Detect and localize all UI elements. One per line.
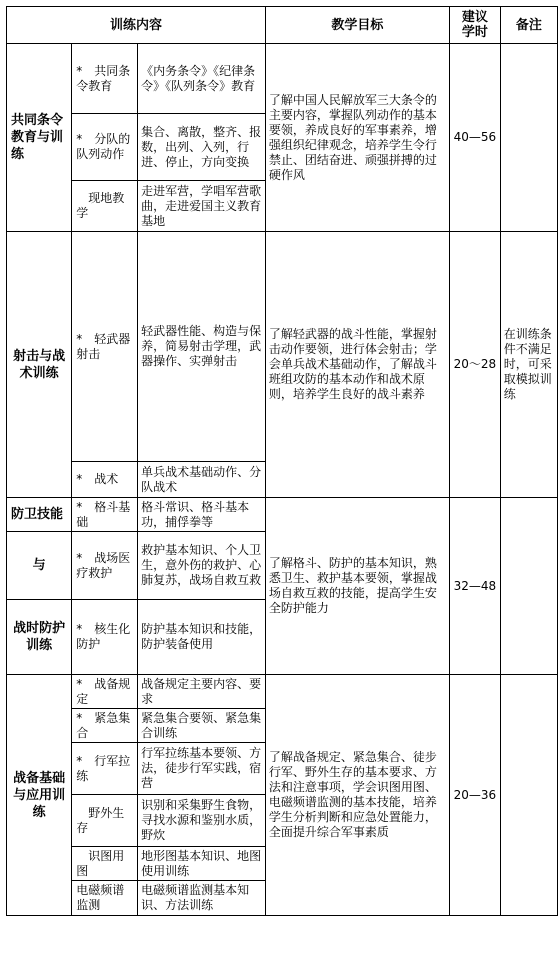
table-row [7,44,558,114]
content-cell: 集合、离散，整齐、报数，出列、入列，行进、停止，方向变换 [138,114,266,181]
subject-cell: * 格斗基础 [72,498,138,532]
subject-cell: * 共同条令教育 [72,44,138,114]
subject-cell: * 战场医疗救护 [72,532,138,600]
subject-cell: * 分队的队列动作 [72,114,138,181]
note-cell: 在训练条件不满足时，可采取模拟训练 [500,232,557,498]
subject-cell: 电磁频谱监测 [72,881,138,916]
content-cell: 单兵战术基础动作、分队战术 [138,462,266,498]
hours-cell: 20—36 [449,675,500,916]
content-cell: 轻武器性能、构造与保养，简易射击学理，武器操作、实弹射击 [138,232,266,462]
content-cell: 识别和采集野生食物，寻找水源和鉴别水质，野炊 [138,795,266,847]
content-cell: 地形图基本知识、地图使用训练 [138,847,266,881]
hours-cell: 20～28 [449,232,500,498]
subject-cell: * 紧急集合 [72,709,138,743]
section-title-readiness: 战备基础 与应用训 练 [7,675,72,916]
content-cell: 防护基本知识和技能，防护装备使用 [138,600,266,675]
content-cell: 紧急集合要领、紧急集合训练 [138,709,266,743]
table-row [7,498,558,532]
header-teaching-goal: 教学目标 [265,7,449,44]
table-row [7,675,558,709]
subject-cell: 野外生存 [72,795,138,847]
header-row [7,7,558,44]
goal-cell: 了解轻武器的战斗性能，掌握射击动作要领，进行体会射击；学会单兵战术基础动作，了解战斗班组攻防的基本动作和战术原则，培养学生良好的战斗素养 [265,232,449,498]
section-title-drill: 共同条令 教育与训 练 [7,44,72,232]
section-title-shooting: 射击与战 术训练 [7,232,72,498]
table-row [7,232,558,462]
content-cell: 行军拉练基本要领、方法，徒步行军实践，宿营 [138,743,266,795]
goal-cell: 了解格斗、防护的基本知识，熟悉卫生、救护基本要领，掌握战场自救互救的技能，提高学生安全防护能力 [265,498,449,675]
header-suggested-hours: 建议 学时 [449,7,500,44]
content-cell: 电磁频谱监测基本知识、方法训练 [138,881,266,916]
section-title-and: 与 [7,532,72,600]
note-cell [500,44,557,232]
goal-cell: 了解中国人民解放军三大条令的主要内容，掌握队列动作的基本要领，养成良好的军事素养，增强组织纪律观念，培养学生令行禁止、团结奋进、顽强拼搏的过硬作风 [265,44,449,232]
subject-cell: * 行军拉练 [72,743,138,795]
content-cell: 《内务条令》《纪律条令》《队列条令》教育 [138,44,266,114]
section-title-protection: 战时防护 训练 [7,600,72,675]
subject-cell: 识图用图 [72,847,138,881]
header-remarks: 备注 [500,7,557,44]
subject-cell: 现地教学 [72,181,138,232]
note-cell [500,675,557,916]
goal-cell: 了解战备规定、紧急集合、徒步行军、野外生存的基本要求、方法和注意事项，学会识图用图、电磁频谱监测的基本技能，培养学生分析判断和应急处置能力，全面提升综合军事素质 [265,675,449,916]
subject-cell: * 战术 [72,462,138,498]
section-title-defense: 防卫技能 [7,498,72,532]
content-cell: 格斗常识、格斗基本功，捕俘拳等 [138,498,266,532]
note-cell [500,498,557,675]
header-training-content: 训练内容 [7,7,266,44]
subject-cell: * 轻武器射击 [72,232,138,462]
training-table [6,6,558,916]
subject-cell: * 战备规定 [72,675,138,709]
subject-cell: * 核生化防护 [72,600,138,675]
content-cell: 救护基本知识、个人卫生，意外伤的救护、心肺复苏，战场自救互救 [138,532,266,600]
hours-cell: 40—56 [449,44,500,232]
content-cell: 走进军营，学唱军营歌曲，走进爱国主义教育基地 [138,181,266,232]
content-cell: 战备规定主要内容、要求 [138,675,266,709]
hours-cell: 32—48 [449,498,500,675]
